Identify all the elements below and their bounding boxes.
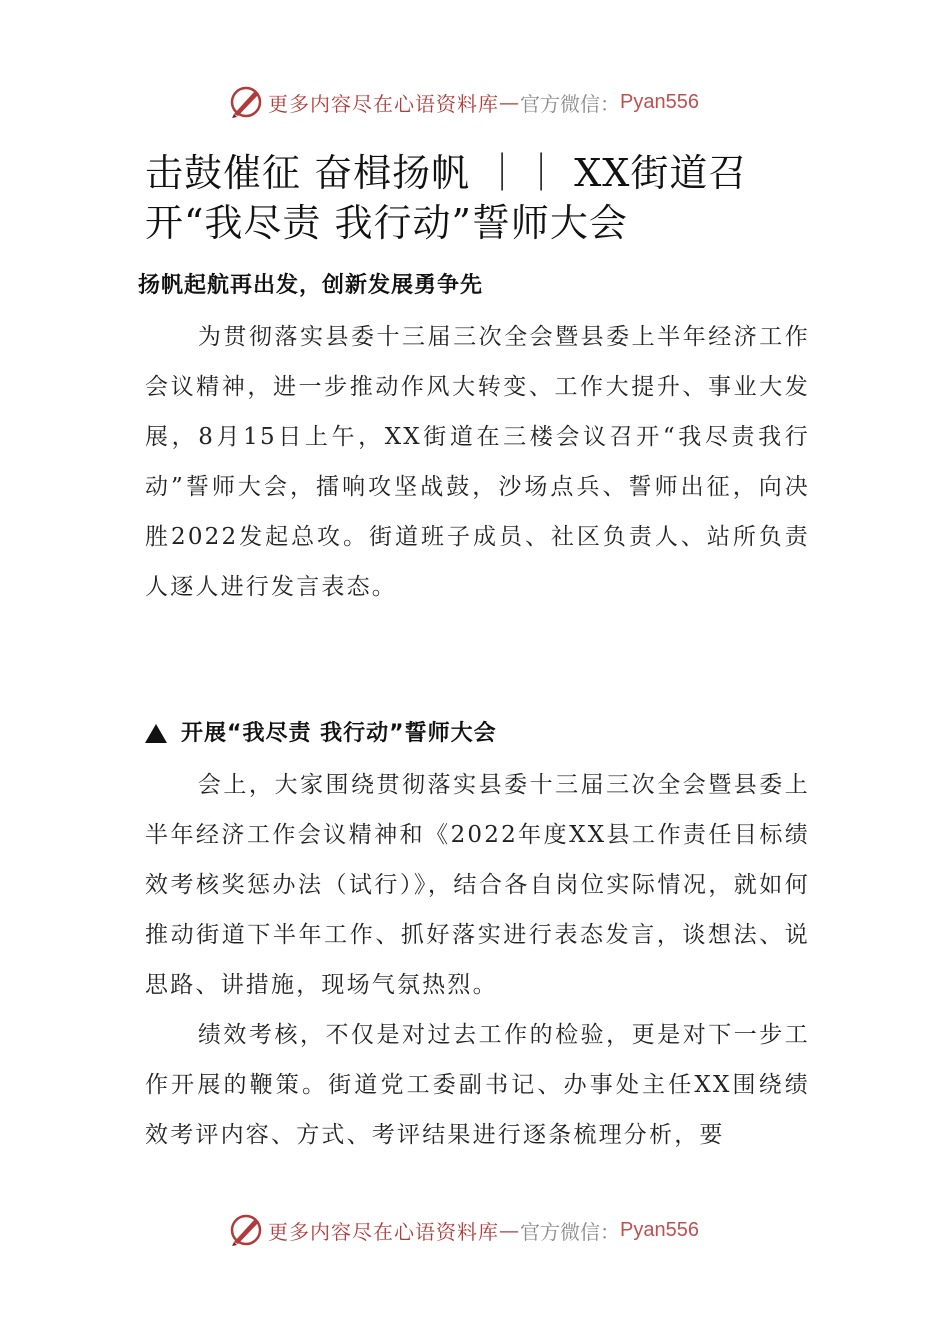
- watermark-official-label: 官方微信：: [520, 1219, 620, 1244]
- watermark-dash: —: [499, 1218, 520, 1242]
- triangle-up-icon: [145, 724, 167, 743]
- image-caption-text: 开展“我尽责 我行动”誓师大会: [181, 721, 497, 746]
- watermark-wechat-id: Pyan556: [620, 1218, 699, 1241]
- watermark-brand-text: 更多内容尽在心语资料库: [268, 91, 499, 116]
- article-paragraph-3: 绩效考核，不仅是对过去工作的检验，更是对下一步工作开展的鞭策。街道党工委副书记、办事处主任XX围绕绩效考评内容、方式、考评结果进行逐条梳理分析，要: [145, 1022, 810, 1148]
- header-watermark: [228, 82, 699, 122]
- watermark-wechat-id: Pyan556: [620, 90, 699, 113]
- article-title: 击鼓催征 奋楫扬帆 ｜｜ XX街道召开“我尽责 我行动”誓师大会: [145, 151, 748, 245]
- watermark-brand-text: 更多内容尽在心语资料库: [268, 1219, 499, 1244]
- article-paragraph-2: 会上，大家围绕贯彻落实县委十三届三次全会暨县委上半年经济工作会议精神和《2022年度XX县工作责任目标绩效考核奖惩办法（试行）》，结合各自岗位实际情况，就如何推动街道下半年工作、抓好落实进行表态发言，谈想法、说思路、讲措施，现场气氛热烈。: [145, 772, 810, 998]
- watermark-dash: —: [499, 90, 520, 114]
- pen-circle-logo-icon: [228, 1212, 264, 1248]
- image-caption: [145, 718, 497, 750]
- article-subheading: 扬帆起航再出发，创新发展勇争先: [138, 273, 484, 298]
- pen-circle-logo-icon: [228, 84, 264, 120]
- watermark-official-label: 官方微信：: [520, 91, 620, 116]
- footer-watermark: [228, 1210, 699, 1250]
- article-paragraph-1: 为贯彻落实县委十三届三次全会暨县委上半年经济工作会议精神，进一步推动作风大转变、工作大提升、事业大发展，8月15日上午，XX街道在三楼会议召开“我尽责我行动”誓师大会，擂响攻坚战鼓，沙场点兵、誓师出征，向决胜2022发起总攻。街道班子成员、社区负责人、站所负责人逐人进行发言表态。: [145, 324, 810, 600]
